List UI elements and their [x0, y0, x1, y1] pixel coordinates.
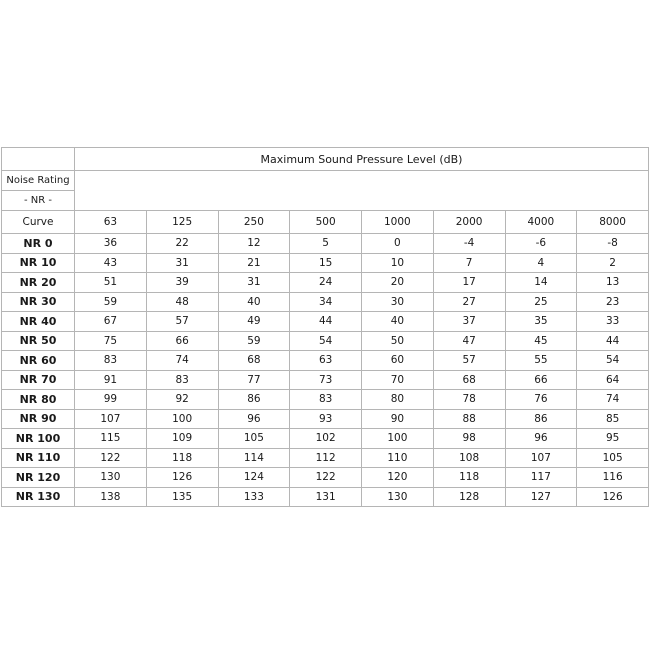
spl-value-cell: 96 [505, 429, 577, 449]
table-row [2, 390, 649, 410]
title-corner-cell [2, 148, 75, 171]
nr-curve-label: NR 0 [2, 234, 75, 254]
frequency-header: 1000 [362, 211, 434, 234]
frequency-header: 125 [146, 211, 218, 234]
spl-value-cell: 85 [577, 409, 649, 429]
spl-value-cell: 33 [577, 312, 649, 332]
spl-value-cell: 126 [146, 468, 218, 488]
spl-value-cell: -6 [505, 234, 577, 254]
spl-value-cell: 130 [362, 487, 434, 507]
spl-value-cell: 75 [75, 331, 147, 351]
spl-value-cell: 124 [218, 468, 290, 488]
spl-value-cell: 24 [290, 273, 362, 293]
spl-value-cell: 68 [218, 351, 290, 371]
spl-value-cell: 70 [362, 370, 434, 390]
frequency-header: 2000 [433, 211, 505, 234]
spl-value-cell: 21 [218, 253, 290, 273]
table-title: Maximum Sound Pressure Level (dB) [75, 148, 649, 171]
spl-value-cell: 57 [146, 312, 218, 332]
spl-value-cell: 59 [218, 331, 290, 351]
spl-value-cell: 4 [505, 253, 577, 273]
spl-value-cell: 102 [290, 429, 362, 449]
spl-value-cell: 120 [362, 468, 434, 488]
spl-value-cell: 128 [433, 487, 505, 507]
spl-value-cell: 40 [218, 292, 290, 312]
spl-value-cell: 36 [75, 234, 147, 254]
spl-value-cell: 31 [146, 253, 218, 273]
spl-value-cell: 14 [505, 273, 577, 293]
noise-rating-label: Noise Rating [2, 171, 75, 191]
spl-value-cell: 92 [146, 390, 218, 410]
spl-value-cell: 44 [577, 331, 649, 351]
spl-value-cell: 107 [505, 448, 577, 468]
spl-value-cell: 98 [433, 429, 505, 449]
spl-value-cell: 110 [362, 448, 434, 468]
spl-value-cell: 0 [362, 234, 434, 254]
spl-value-cell: 90 [362, 409, 434, 429]
spl-value-cell: 49 [218, 312, 290, 332]
spl-value-cell: -8 [577, 234, 649, 254]
spl-value-cell: 20 [362, 273, 434, 293]
spl-value-cell: 37 [433, 312, 505, 332]
spl-value-cell: 68 [433, 370, 505, 390]
spl-value-cell: 100 [146, 409, 218, 429]
spl-value-cell: -4 [433, 234, 505, 254]
table-row [2, 448, 649, 468]
spl-value-cell: 108 [433, 448, 505, 468]
noise-rating-table [1, 147, 649, 507]
nr-curve-label: NR 90 [2, 409, 75, 429]
spl-value-cell: 67 [75, 312, 147, 332]
spl-value-cell: 127 [505, 487, 577, 507]
nr-curve-label: NR 130 [2, 487, 75, 507]
nr-curve-label: NR 30 [2, 292, 75, 312]
spl-value-cell: 40 [362, 312, 434, 332]
spl-value-cell: 74 [146, 351, 218, 371]
spl-value-cell: 45 [505, 331, 577, 351]
frequency-header: 63 [75, 211, 147, 234]
spl-value-cell: 66 [146, 331, 218, 351]
spl-value-cell: 48 [146, 292, 218, 312]
spl-value-cell: 76 [505, 390, 577, 410]
spl-value-cell: 88 [433, 409, 505, 429]
spl-value-cell: 78 [433, 390, 505, 410]
spl-value-cell: 135 [146, 487, 218, 507]
spl-value-cell: 99 [75, 390, 147, 410]
nr-curve-label: NR 60 [2, 351, 75, 371]
spl-value-cell: 117 [505, 468, 577, 488]
spl-value-cell: 51 [75, 273, 147, 293]
table-row [2, 331, 649, 351]
spl-value-cell: 64 [577, 370, 649, 390]
header-blank-cell [75, 171, 649, 211]
spl-value-cell: 7 [433, 253, 505, 273]
frequency-header: 4000 [505, 211, 577, 234]
curve-label: Curve [2, 211, 75, 234]
spl-value-cell: 122 [75, 448, 147, 468]
spl-value-cell: 74 [577, 390, 649, 410]
spl-value-cell: 44 [290, 312, 362, 332]
frequency-header: 500 [290, 211, 362, 234]
nr-curve-label: NR 100 [2, 429, 75, 449]
spl-value-cell: 27 [433, 292, 505, 312]
spl-value-cell: 15 [290, 253, 362, 273]
table-row [2, 253, 649, 273]
spl-value-cell: 30 [362, 292, 434, 312]
spl-value-cell: 43 [75, 253, 147, 273]
spl-value-cell: 83 [75, 351, 147, 371]
spl-value-cell: 86 [505, 409, 577, 429]
spl-value-cell: 118 [146, 448, 218, 468]
spl-value-cell: 131 [290, 487, 362, 507]
table-row [2, 234, 649, 254]
nr-curve-label: NR 120 [2, 468, 75, 488]
table-row [2, 273, 649, 293]
table-row [2, 487, 649, 507]
spl-value-cell: 80 [362, 390, 434, 410]
title-row [2, 148, 649, 171]
spl-value-cell: 50 [362, 331, 434, 351]
spl-value-cell: 95 [577, 429, 649, 449]
table-body [2, 148, 649, 507]
nr-curve-label: NR 50 [2, 331, 75, 351]
table-row [2, 409, 649, 429]
spl-value-cell: 109 [146, 429, 218, 449]
spl-value-cell: 66 [505, 370, 577, 390]
spl-value-cell: 13 [577, 273, 649, 293]
spl-value-cell: 133 [218, 487, 290, 507]
spl-value-cell: 25 [505, 292, 577, 312]
spl-value-cell: 105 [218, 429, 290, 449]
spl-value-cell: 83 [290, 390, 362, 410]
spl-value-cell: 91 [75, 370, 147, 390]
table-row [2, 292, 649, 312]
spl-value-cell: 96 [218, 409, 290, 429]
frequency-header: 8000 [577, 211, 649, 234]
spl-value-cell: 47 [433, 331, 505, 351]
spl-value-cell: 114 [218, 448, 290, 468]
spl-value-cell: 17 [433, 273, 505, 293]
spl-value-cell: 115 [75, 429, 147, 449]
label-row-1 [2, 171, 649, 191]
spl-value-cell: 93 [290, 409, 362, 429]
spl-value-cell: 118 [433, 468, 505, 488]
spl-value-cell: 57 [433, 351, 505, 371]
spl-value-cell: 107 [75, 409, 147, 429]
nr-curve-label: NR 20 [2, 273, 75, 293]
table-row [2, 468, 649, 488]
nr-curve-label: NR 70 [2, 370, 75, 390]
spl-value-cell: 60 [362, 351, 434, 371]
spl-value-cell: 122 [290, 468, 362, 488]
table-row [2, 429, 649, 449]
spl-value-cell: 39 [146, 273, 218, 293]
spl-value-cell: 54 [290, 331, 362, 351]
spl-value-cell: 83 [146, 370, 218, 390]
spl-value-cell: 63 [290, 351, 362, 371]
nr-curve-label: NR 40 [2, 312, 75, 332]
nr-curve-label: NR 110 [2, 448, 75, 468]
spl-value-cell: 126 [577, 487, 649, 507]
spl-value-cell: 77 [218, 370, 290, 390]
spl-value-cell: 138 [75, 487, 147, 507]
nr-curve-label: NR 80 [2, 390, 75, 410]
frequency-header: 250 [218, 211, 290, 234]
spl-value-cell: 35 [505, 312, 577, 332]
spl-value-cell: 116 [577, 468, 649, 488]
spl-value-cell: 12 [218, 234, 290, 254]
spl-value-cell: 23 [577, 292, 649, 312]
spl-value-cell: 55 [505, 351, 577, 371]
spl-value-cell: 54 [577, 351, 649, 371]
spl-value-cell: 31 [218, 273, 290, 293]
table-row [2, 370, 649, 390]
table-row [2, 312, 649, 332]
spl-value-cell: 59 [75, 292, 147, 312]
spl-value-cell: 112 [290, 448, 362, 468]
nr-curve-label: NR 10 [2, 253, 75, 273]
table-row [2, 351, 649, 371]
frequency-row [2, 211, 649, 234]
spl-value-cell: 2 [577, 253, 649, 273]
spl-value-cell: 10 [362, 253, 434, 273]
nr-label: - NR - [2, 191, 75, 211]
spl-value-cell: 34 [290, 292, 362, 312]
spl-value-cell: 105 [577, 448, 649, 468]
spl-value-cell: 100 [362, 429, 434, 449]
spl-value-cell: 130 [75, 468, 147, 488]
spl-value-cell: 5 [290, 234, 362, 254]
spl-value-cell: 73 [290, 370, 362, 390]
spl-value-cell: 22 [146, 234, 218, 254]
spl-value-cell: 86 [218, 390, 290, 410]
